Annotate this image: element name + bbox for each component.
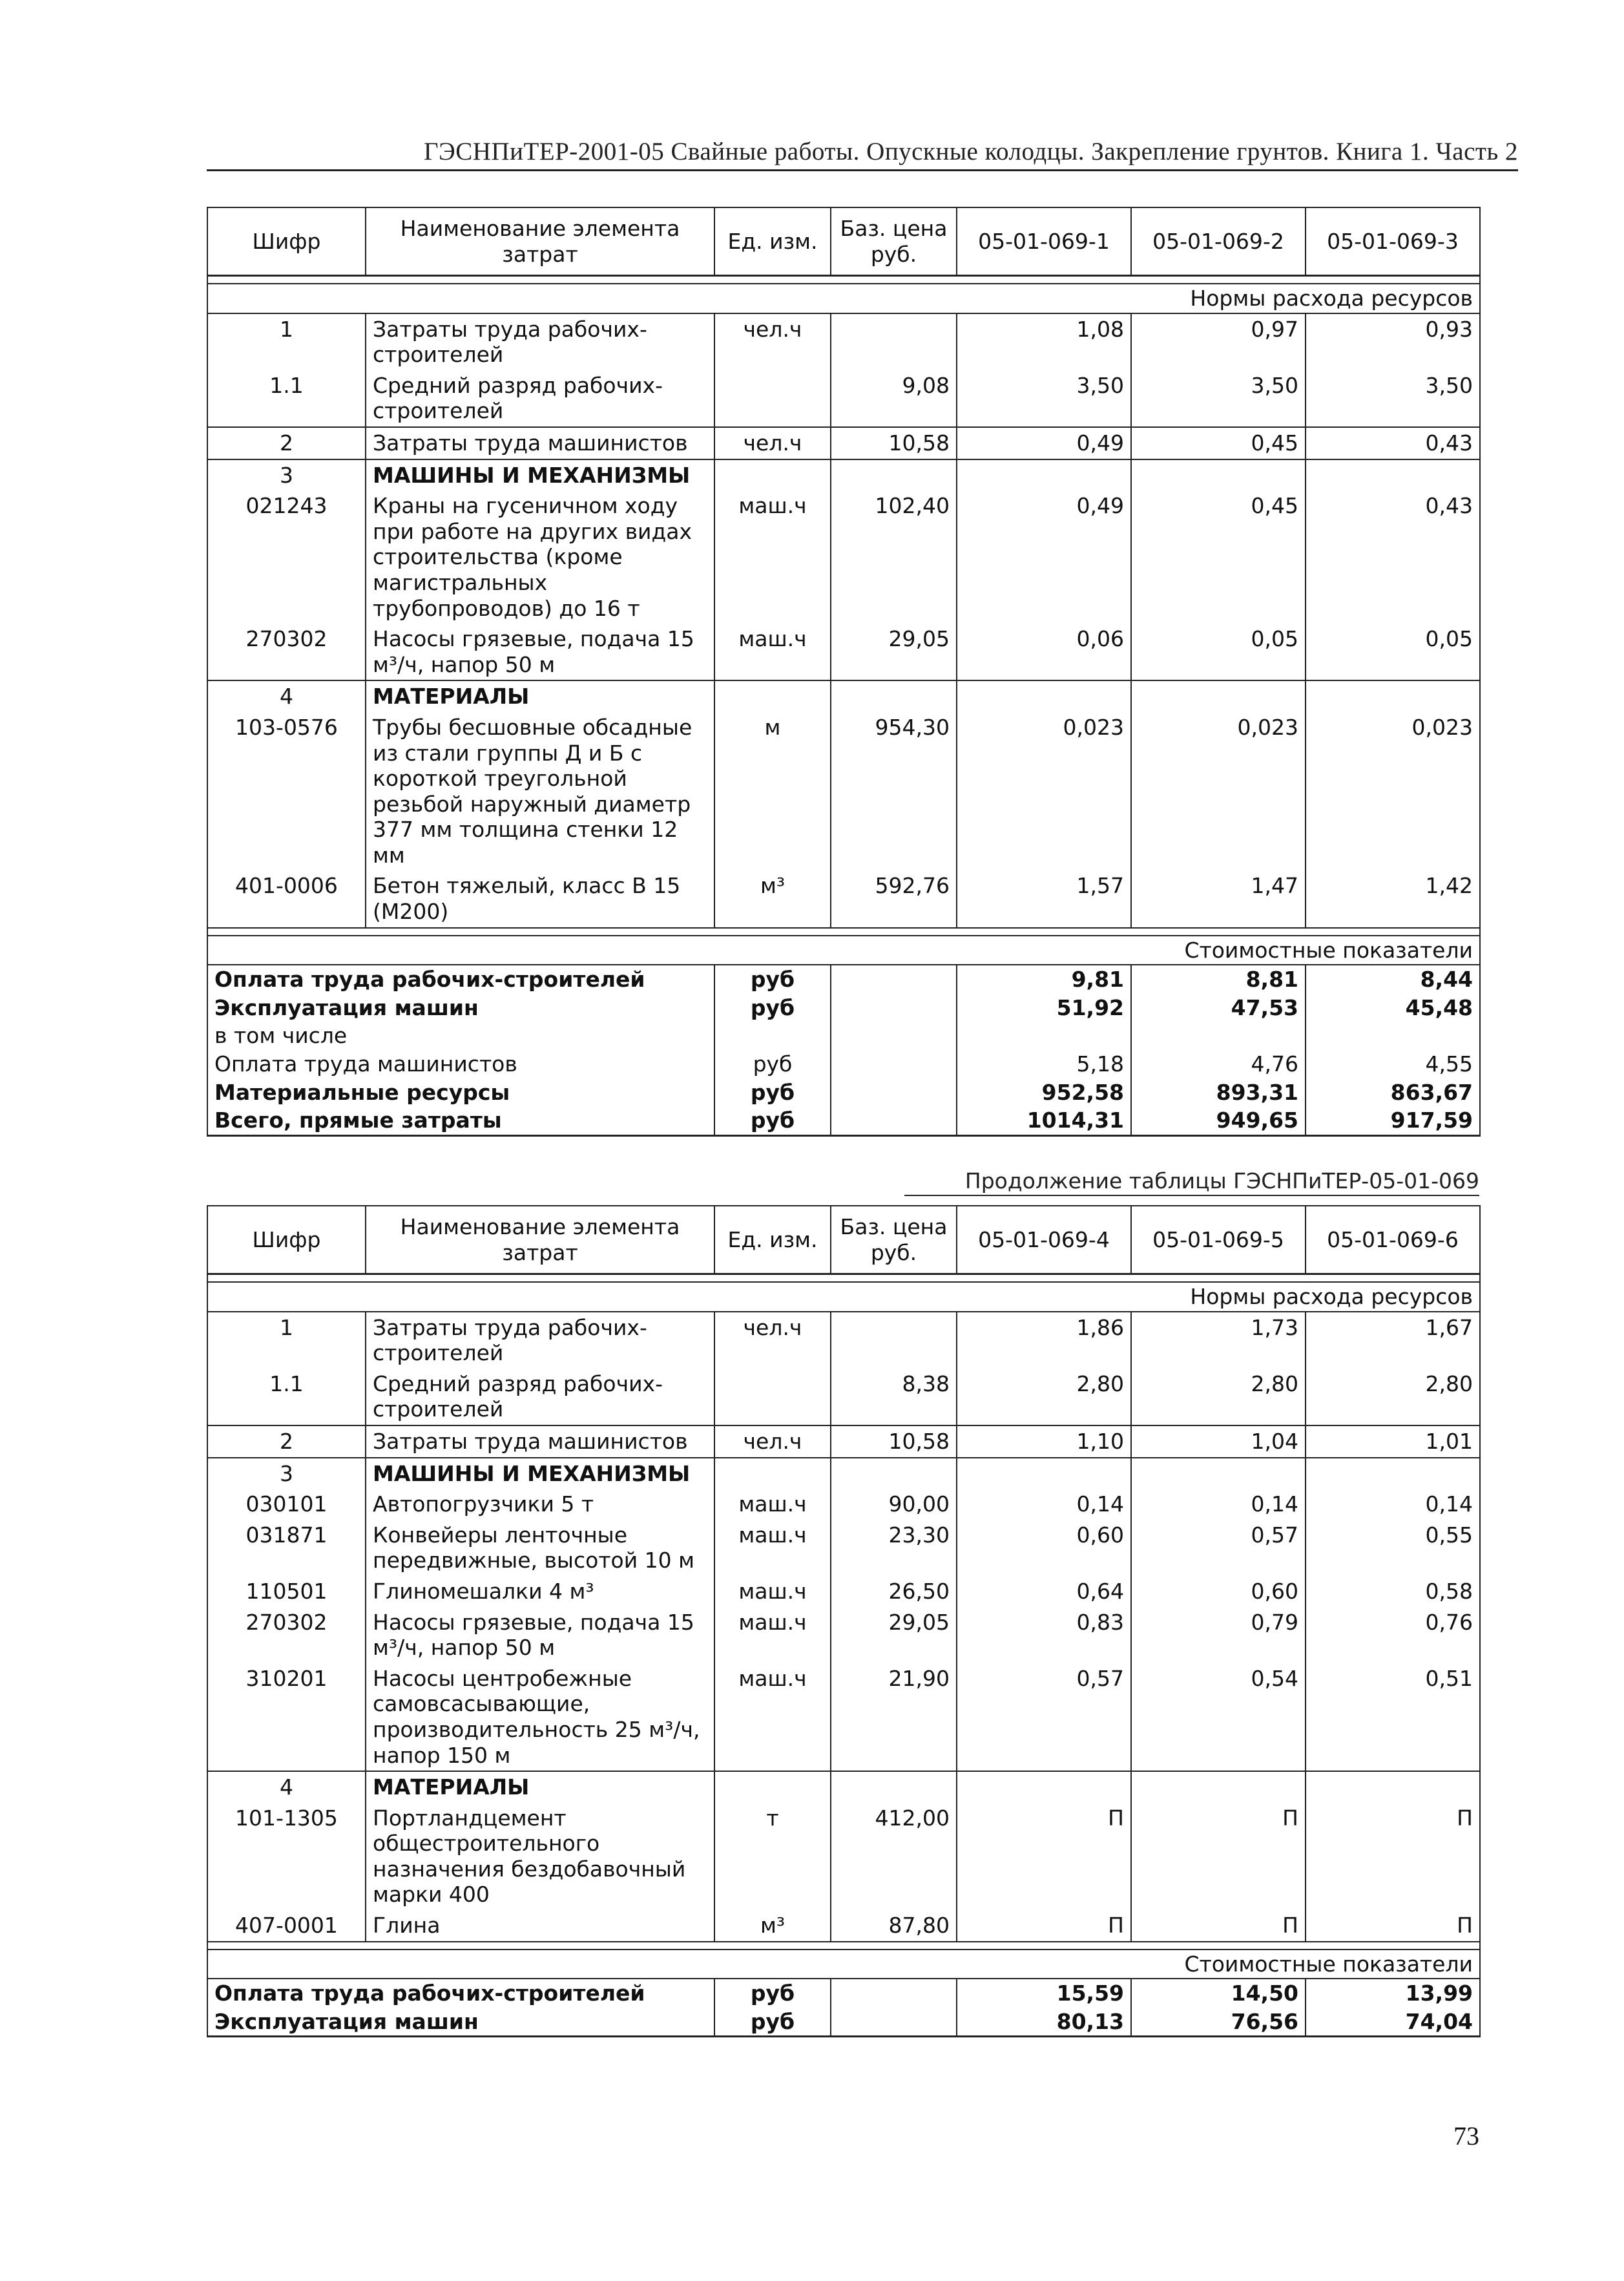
- row-name: Глиномешалки 4 м³: [366, 1576, 714, 1607]
- row-value: 0,14: [957, 1489, 1131, 1520]
- section-title: МАШИНЫ И МЕХАНИЗМЫ: [366, 1458, 714, 1489]
- row-price: 29,05: [831, 624, 957, 680]
- row-name: Автопогрузчики 5 т: [366, 1489, 714, 1520]
- total-value: 9,81: [957, 965, 1131, 994]
- total-value: 949,65: [1131, 1106, 1306, 1135]
- total-label: Оплата труда машинистов: [207, 1050, 714, 1078]
- continuation-label: Продолжение таблицы ГЭСНПиТЕР-05-01-069: [904, 1168, 1479, 1196]
- row-value: 0,023: [957, 712, 1131, 871]
- row-unit: маш.ч: [714, 490, 831, 624]
- header-rule: [207, 169, 1518, 171]
- section-row: [207, 680, 1480, 712]
- table-row: [207, 712, 1480, 871]
- header-norm-code: 05-01-069-4: [957, 1206, 1131, 1274]
- row-value: 3,50: [1306, 370, 1480, 427]
- row-name: Трубы бесшовные обсадные из стали группы Д и Б с короткой треугольной резьбой наружный диаметр 377 мм толщина стенки 12 мм: [366, 712, 714, 871]
- row-price: [831, 313, 957, 370]
- section-code: 4: [207, 680, 366, 712]
- row-code: 401-0006: [207, 870, 366, 927]
- table-row: [207, 1520, 1480, 1576]
- row-value: 0,023: [1306, 712, 1480, 871]
- cost-label-row: [207, 936, 1480, 965]
- section-title: МАТЕРИАЛЫ: [366, 680, 714, 712]
- total-value: 917,59: [1306, 1106, 1480, 1135]
- row-value: 1,01: [1306, 1425, 1480, 1458]
- total-value: 893,31: [1131, 1078, 1306, 1107]
- total-row: [207, 965, 1480, 994]
- section-code: 3: [207, 459, 366, 491]
- row-value: 0,54: [1131, 1663, 1306, 1771]
- row-name: Краны на гусеничном ходу при работе на других видах строительства (кроме магистральных трубопроводов) до 16 т: [366, 490, 714, 624]
- header-price: Баз. цена руб.: [831, 1206, 957, 1274]
- row-value: 0,05: [1306, 624, 1480, 680]
- row-name: Средний разряд рабочих-строителей: [366, 1369, 714, 1425]
- row-price: 90,00: [831, 1489, 957, 1520]
- table-row: [207, 1576, 1480, 1607]
- row-value: 0,43: [1306, 427, 1480, 459]
- row-code: 021243: [207, 490, 366, 624]
- row-value: П: [1131, 1910, 1306, 1942]
- row-code: 270302: [207, 624, 366, 680]
- total-unit: руб: [714, 2008, 831, 2037]
- row-name: Бетон тяжелый, класс В 15 (М200): [366, 870, 714, 927]
- row-value: 0,79: [1131, 1607, 1306, 1663]
- header-unit: Ед. изм.: [714, 207, 831, 276]
- row-unit: маш.ч: [714, 624, 831, 680]
- row-value: 0,57: [957, 1663, 1131, 1771]
- row-value: 1,73: [1131, 1312, 1306, 1369]
- total-label: в том числе: [207, 1022, 714, 1050]
- table-row: [207, 624, 1480, 680]
- table-row: [207, 427, 1480, 459]
- header-norm-code: 05-01-069-1: [957, 207, 1131, 276]
- row-name: Насосы грязевые, подача 15 м³/ч, напор 50 м: [366, 624, 714, 680]
- row-value: 0,58: [1306, 1576, 1480, 1607]
- page-number: 73: [1453, 2121, 1479, 2150]
- row-name: Затраты труда машинистов: [366, 427, 714, 459]
- row-value: 2,80: [1306, 1369, 1480, 1425]
- row-value: П: [1131, 1803, 1306, 1910]
- total-value: 863,67: [1306, 1078, 1480, 1107]
- row-code: 1: [207, 313, 366, 370]
- table-row: [207, 1663, 1480, 1771]
- row-value: 3,50: [957, 370, 1131, 427]
- norm-label-row: [207, 284, 1480, 313]
- row-value: 1,86: [957, 1312, 1131, 1369]
- row-unit: маш.ч: [714, 1663, 831, 1771]
- table-row: [207, 1369, 1480, 1425]
- row-price: 26,50: [831, 1576, 957, 1607]
- total-value: 5,18: [957, 1050, 1131, 1078]
- row-code: 1.1: [207, 1369, 366, 1425]
- row-code: 031871: [207, 1520, 366, 1576]
- row-code: 2: [207, 1425, 366, 1458]
- row-name: Портландцемент общестроительного назначения бездобавочный марки 400: [366, 1803, 714, 1910]
- table-row: [207, 1803, 1480, 1910]
- row-unit: маш.ч: [714, 1576, 831, 1607]
- norm-label-row: [207, 1282, 1480, 1312]
- section-title: МАШИНЫ И МЕХАНИЗМЫ: [366, 459, 714, 491]
- total-value: 13,99: [1306, 1979, 1480, 2008]
- row-name: Насосы центробежные самовсасывающие, производительность 25 м³/ч, напор 150 м: [366, 1663, 714, 1771]
- row-value: 0,57: [1131, 1520, 1306, 1576]
- cost-label: Стоимостные показатели: [207, 936, 1480, 965]
- total-unit: руб: [714, 1979, 831, 2008]
- total-label: Оплата труда рабочих-строителей: [207, 1979, 714, 2008]
- total-value: 47,53: [1131, 994, 1306, 1022]
- total-unit: руб: [714, 1050, 831, 1078]
- row-code: 110501: [207, 1576, 366, 1607]
- table-row: [207, 313, 1480, 370]
- row-value: 0,60: [957, 1520, 1131, 1576]
- row-value: 0,60: [1131, 1576, 1306, 1607]
- row-price: 10,58: [831, 1425, 957, 1458]
- header-name: Наименование элемента затрат: [366, 207, 714, 276]
- row-unit: чел.ч: [714, 1312, 831, 1369]
- row-value: 0,14: [1131, 1489, 1306, 1520]
- row-unit: [714, 370, 831, 427]
- row-value: 1,08: [957, 313, 1131, 370]
- header-norm-code: 05-01-069-6: [1306, 1206, 1480, 1274]
- section-code: 3: [207, 1458, 366, 1489]
- row-value: П: [957, 1803, 1131, 1910]
- total-value: 1014,31: [957, 1106, 1131, 1135]
- row-unit: маш.ч: [714, 1520, 831, 1576]
- total-label: Материальные ресурсы: [207, 1078, 714, 1107]
- section-row: [207, 459, 1480, 491]
- table-row: [207, 870, 1480, 927]
- row-code: 030101: [207, 1489, 366, 1520]
- row-price: 21,90: [831, 1663, 957, 1771]
- row-value: 1,04: [1131, 1425, 1306, 1458]
- resource-table-2: [207, 1205, 1481, 2037]
- resource-table-1: [207, 207, 1481, 1137]
- total-row: [207, 1979, 1480, 2008]
- table-row: [207, 1425, 1480, 1458]
- header-unit: Ед. изм.: [714, 1206, 831, 1274]
- row-value: 1,10: [957, 1425, 1131, 1458]
- total-unit: руб: [714, 1106, 831, 1135]
- table-header-row: [207, 207, 1480, 276]
- section-title: МАТЕРИАЛЫ: [366, 1771, 714, 1803]
- row-unit: м³: [714, 1910, 831, 1942]
- row-name: Затраты труда машинистов: [366, 1425, 714, 1458]
- header-norm-code: 05-01-069-5: [1131, 1206, 1306, 1274]
- row-value: 0,97: [1131, 313, 1306, 370]
- total-value: 15,59: [957, 1979, 1131, 2008]
- row-price: 23,30: [831, 1520, 957, 1576]
- row-unit: т: [714, 1803, 831, 1910]
- total-unit: руб: [714, 965, 831, 994]
- row-value: 2,80: [957, 1369, 1131, 1425]
- row-price: 102,40: [831, 490, 957, 624]
- total-value: 4,55: [1306, 1050, 1480, 1078]
- row-price: 87,80: [831, 1910, 957, 1942]
- section-row: [207, 1458, 1480, 1489]
- row-unit: м³: [714, 870, 831, 927]
- row-price: 592,76: [831, 870, 957, 927]
- row-unit: чел.ч: [714, 1425, 831, 1458]
- row-value: 0,55: [1306, 1520, 1480, 1576]
- row-value: 1,57: [957, 870, 1131, 927]
- total-label: Эксплуатация машин: [207, 2008, 714, 2037]
- total-row: [207, 1050, 1480, 1078]
- row-value: 0,93: [1306, 313, 1480, 370]
- total-value: 80,13: [957, 2008, 1131, 2037]
- row-value: 0,14: [1306, 1489, 1480, 1520]
- total-row: [207, 1078, 1480, 1107]
- row-code: 407-0001: [207, 1910, 366, 1942]
- row-unit: чел.ч: [714, 313, 831, 370]
- header-code: Шифр: [207, 207, 366, 276]
- row-value: 2,80: [1131, 1369, 1306, 1425]
- row-code: 1.1: [207, 370, 366, 427]
- row-price: 8,38: [831, 1369, 957, 1425]
- section-row: [207, 1771, 1480, 1803]
- total-value: 8,81: [1131, 965, 1306, 994]
- row-name: Затраты труда рабочих-строителей: [366, 313, 714, 370]
- total-row: [207, 1106, 1480, 1135]
- row-value: 1,47: [1131, 870, 1306, 927]
- total-value: 51,92: [957, 994, 1131, 1022]
- row-name: Средний разряд рабочих-строителей: [366, 370, 714, 427]
- row-value: 0,64: [957, 1576, 1131, 1607]
- row-value: 0,51: [1306, 1663, 1480, 1771]
- row-code: 101-1305: [207, 1803, 366, 1910]
- row-price: [831, 1312, 957, 1369]
- row-value: 1,67: [1306, 1312, 1480, 1369]
- table-row: [207, 1312, 1480, 1369]
- total-value: 76,56: [1131, 2008, 1306, 2037]
- row-price: 9,08: [831, 370, 957, 427]
- total-row: [207, 1022, 1480, 1050]
- row-code: 1: [207, 1312, 366, 1369]
- total-value: 45,48: [1306, 994, 1480, 1022]
- header-name: Наименование элемента затрат: [366, 1206, 714, 1274]
- row-unit: м: [714, 712, 831, 871]
- row-name: Глина: [366, 1910, 714, 1942]
- total-label: Эксплуатация машин: [207, 994, 714, 1022]
- row-value: 0,05: [1131, 624, 1306, 680]
- total-row: [207, 2008, 1480, 2037]
- row-value: 0,83: [957, 1607, 1131, 1663]
- table-row: [207, 490, 1480, 624]
- row-value: 0,023: [1131, 712, 1306, 871]
- norm-label: Нормы расхода ресурсов: [207, 284, 1480, 313]
- section-code: 4: [207, 1771, 366, 1803]
- row-name: Насосы грязевые, подача 15 м³/ч, напор 50 м: [366, 1607, 714, 1663]
- row-value: П: [1306, 1803, 1480, 1910]
- row-value: 0,45: [1131, 490, 1306, 624]
- row-price: 29,05: [831, 1607, 957, 1663]
- header-norm-code: 05-01-069-3: [1306, 207, 1480, 276]
- header-code: Шифр: [207, 1206, 366, 1274]
- row-name: Затраты труда рабочих-строителей: [366, 1312, 714, 1369]
- norm-label: Нормы расхода ресурсов: [207, 1282, 1480, 1312]
- table-row: [207, 1910, 1480, 1942]
- total-value: 4,76: [1131, 1050, 1306, 1078]
- table-row: [207, 1607, 1480, 1663]
- row-code: 310201: [207, 1663, 366, 1771]
- row-price: 954,30: [831, 712, 957, 871]
- row-code: 103-0576: [207, 712, 366, 871]
- total-row: [207, 994, 1480, 1022]
- row-code: 2: [207, 427, 366, 459]
- table-row: [207, 370, 1480, 427]
- table-header-row: [207, 1206, 1480, 1274]
- total-value: 8,44: [1306, 965, 1480, 994]
- total-unit: руб: [714, 1078, 831, 1107]
- row-value: 1,42: [1306, 870, 1480, 927]
- row-price: 412,00: [831, 1803, 957, 1910]
- row-value: 0,43: [1306, 490, 1480, 624]
- row-value: П: [1306, 1910, 1480, 1942]
- total-unit: руб: [714, 994, 831, 1022]
- row-value: 0,45: [1131, 427, 1306, 459]
- total-label: Оплата труда рабочих-строителей: [207, 965, 714, 994]
- row-value: 0,06: [957, 624, 1131, 680]
- row-value: 0,49: [957, 490, 1131, 624]
- total-value: 14,50: [1131, 1979, 1306, 2008]
- row-unit: маш.ч: [714, 1607, 831, 1663]
- row-price: 10,58: [831, 427, 957, 459]
- row-code: 270302: [207, 1607, 366, 1663]
- header-norm-code: 05-01-069-2: [1131, 207, 1306, 276]
- total-label: Всего, прямые затраты: [207, 1106, 714, 1135]
- row-value: 3,50: [1131, 370, 1306, 427]
- cost-label-row: [207, 1950, 1480, 1979]
- cost-label: Стоимостные показатели: [207, 1950, 1480, 1979]
- total-value: 952,58: [957, 1078, 1131, 1107]
- table-row: [207, 1489, 1480, 1520]
- row-unit: [714, 1369, 831, 1425]
- page-header: ГЭСНПиТЕР-2001-05 Свайные работы. Опускные колодцы. Закрепление грунтов. Книга 1. Часть 2: [423, 138, 1518, 165]
- row-name: Конвейеры ленточные передвижные, высотой 10 м: [366, 1520, 714, 1576]
- row-value: 0,76: [1306, 1607, 1480, 1663]
- row-unit: маш.ч: [714, 1489, 831, 1520]
- row-unit: чел.ч: [714, 427, 831, 459]
- header-price: Баз. цена руб.: [831, 207, 957, 276]
- row-value: 0,49: [957, 427, 1131, 459]
- row-value: П: [957, 1910, 1131, 1942]
- total-value: 74,04: [1306, 2008, 1480, 2037]
